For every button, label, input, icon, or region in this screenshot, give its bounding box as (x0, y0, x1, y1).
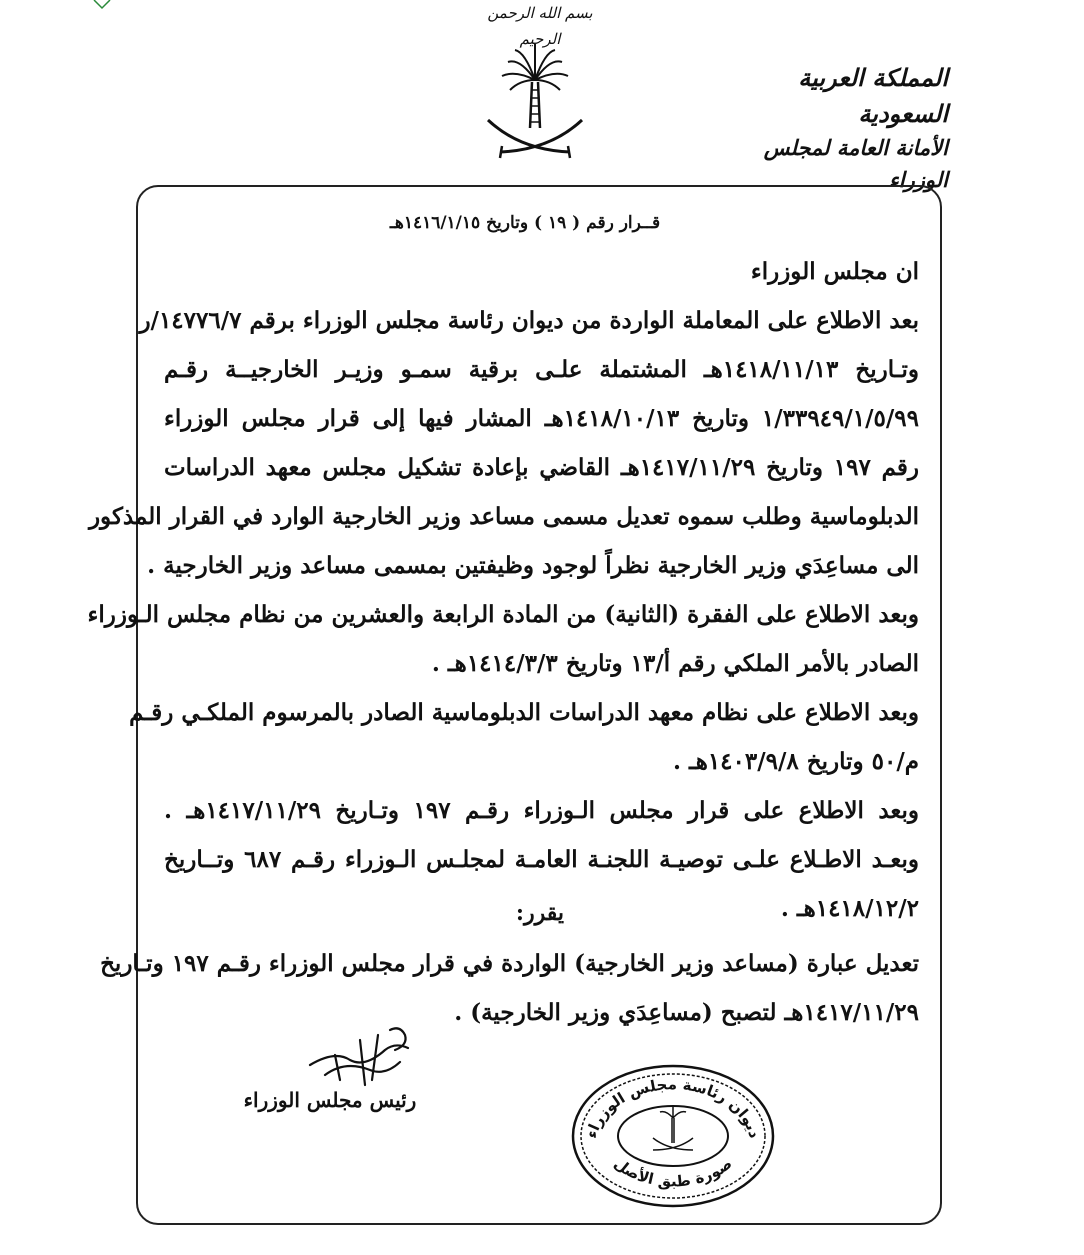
official-stamp (568, 1058, 778, 1208)
body-line: ١/٣٣٩٤٩/١/٥/٩٩ وتاريخ ١٤١٨/١٠/١٣هـ المشار فيها إلى قرار مجلس الوزراء (164, 405, 919, 432)
palm-swords-emblem-icon (480, 40, 590, 165)
decision-number: قــرار رقم ( ١٩ ) وتاريخ ١٤١٦/١/١٥هـ (389, 213, 661, 233)
body-line: ١٤١٨/١٢/٢هـ . (780, 895, 919, 922)
body-line: وتـاريخ ١٤١٨/١١/١٣هـ المشتملة علـى برقية سمـو وزيـر الخارجيــة رقـم (164, 356, 919, 383)
body-line: م/٥٠ وتاريخ ١٤٠٣/٩/٨هـ . (672, 748, 919, 775)
stamp-top-text: ديوان رئاسة مجلس الوزراء (582, 1075, 764, 1141)
stamp-bottom-text: صورة طبق الأصل (610, 1154, 736, 1191)
corner-mark (92, 0, 112, 10)
resolution-line: تعديل عبارة (مساعد وزير الخارجية) الواردة في قرار مجلس الوزراء رقـم ١٩٧ وتـاريخ (100, 950, 919, 977)
signer-title: رئيس مجلس الوزراء (243, 1088, 417, 1112)
body-line: وبعـد الاطـلاع علـى توصيـة اللجنـة العامـة لمجلـس الـوزراء رقـم ٦٨٧ وتــاريخ (164, 846, 920, 873)
handwritten-signature (290, 1020, 430, 1095)
secretariat-title: الأمانة العامة لمجلس الوزراء (763, 135, 948, 192)
resolves-heading: يقرر: (515, 900, 565, 926)
basmala: بسم الله الرحمن الرحيم (487, 4, 593, 48)
svg-text:صورة طبق الأصل (611, 1154, 736, 1190)
kingdom-title: المملكة العربية السعودية (798, 63, 948, 128)
body-line: الى مساعِدَي وزير الخارجية نظراً لوجود وظيفتين بمسمى مساعد وزير الخارجية . (147, 552, 919, 579)
body-line: وبعد الاطلاع على قرار مجلس الـوزراء رقـم ١٩٧ وتـاريخ ١٤١٧/١١/٢٩هـ . (164, 797, 919, 824)
body-line: رقم ١٩٧ وتاريخ ١٤١٧/١١/٢٩هـ القاضي بإعادة تشكيل مجلس معهد الدراسات (164, 454, 919, 481)
body-line: بعد الاطلاع على المعاملة الواردة من ديوان رئاسة مجلس الوزراء برقم ١٤٧٧٦/٧/ر (139, 307, 919, 334)
body-line: وبعد الاطلاع على الفقرة (الثانية) من المادة الرابعة والعشرين من نظام مجلس الـوزراء (87, 601, 919, 628)
body-line: وبعد الاطلاع على نظام معهد الدراسات الدبلوماسية الصادر بالمرسوم الملكـي رقـم (129, 699, 919, 726)
body-line: الدبلوماسية وطلب سموه تعديل مسمى مساعد وزير الخارجية الوارد في القرار المذكور (88, 503, 919, 530)
body-line: ان مجلس الوزراء (750, 258, 919, 285)
letterhead (718, 60, 948, 196)
resolution-line: ١٤١٧/١١/٢٩هـ لتصبح (مساعِدَي وزير الخارجية) . (454, 999, 919, 1026)
body-line: الصادر بالأمر الملكي رقم أ/١٣ وتاريخ ١٤١٤/٣/٣هـ . (431, 650, 919, 677)
